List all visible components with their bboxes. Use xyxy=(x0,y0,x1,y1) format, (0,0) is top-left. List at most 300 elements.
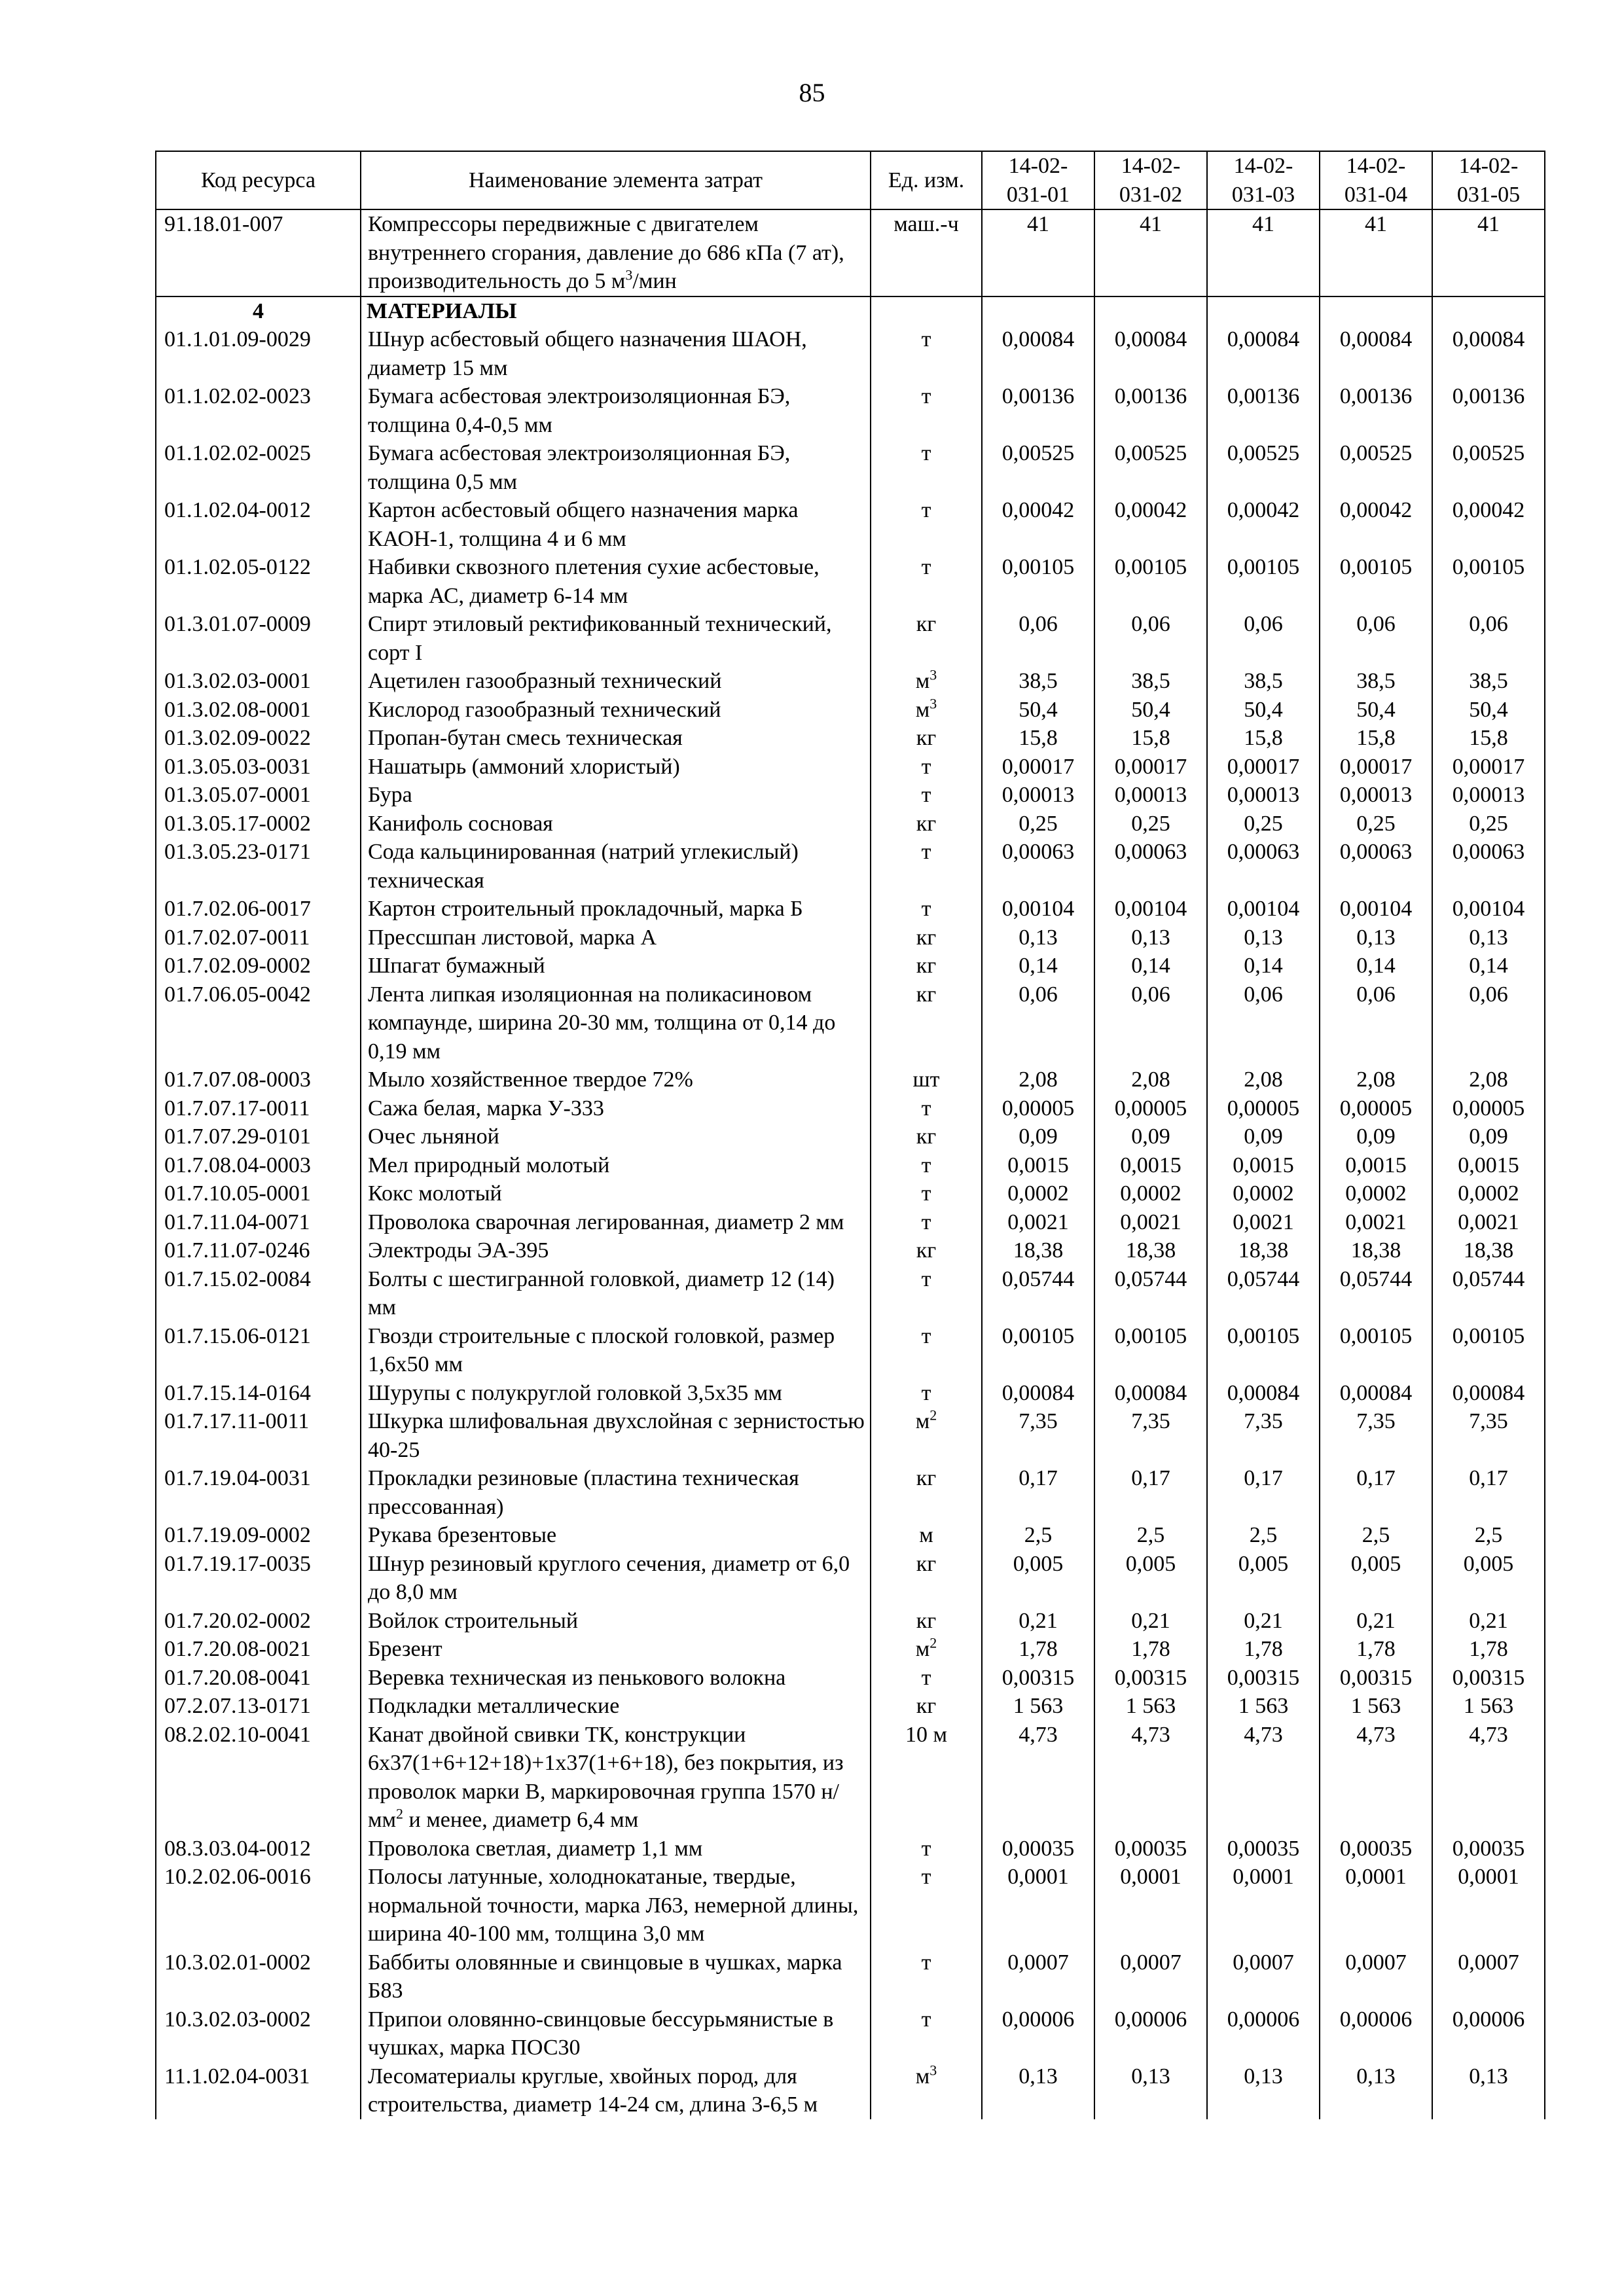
row-value: 4,73 xyxy=(1094,1721,1207,1835)
row-value: 0,06 xyxy=(982,610,1094,667)
row-unit: т xyxy=(871,1322,982,1379)
row-value: 41 xyxy=(1094,209,1207,296)
row-value: 0,0001 xyxy=(1320,1863,1432,1948)
row-value: 2,5 xyxy=(1207,1521,1320,1550)
row-value: 0,00005 xyxy=(982,1094,1094,1123)
row-value: 0,0002 xyxy=(1320,1179,1432,1208)
row-value: 0,00315 xyxy=(982,1664,1094,1693)
row-name: Болты с шестигранной головкой, диаметр 12 (14) мм xyxy=(361,1265,871,1322)
row-value: 1 563 xyxy=(1094,1692,1207,1721)
row-value: 0,00315 xyxy=(1320,1664,1432,1693)
row-code: 01.1.02.04-0012 xyxy=(156,496,361,553)
row-value: 0,00084 xyxy=(1432,1379,1545,1408)
row-name: Шпагат бумажный xyxy=(361,952,871,980)
row-value: 2,08 xyxy=(1094,1066,1207,1094)
row-value: 0,00315 xyxy=(1207,1664,1320,1693)
row-code: 01.1.02.05-0122 xyxy=(156,553,361,610)
row-value: 0,005 xyxy=(982,1550,1094,1607)
row-value: 18,38 xyxy=(1432,1236,1545,1265)
row-value: 0,17 xyxy=(1432,1464,1545,1521)
table-row xyxy=(156,1236,1545,1265)
row-name: Шнур асбестовый общего назначения ШАОН, диаметр 15 мм xyxy=(361,325,871,382)
row-unit: $м^3$ xyxy=(871,2062,982,2119)
row-value: 0,00006 xyxy=(1432,2005,1545,2062)
row-value: 2,08 xyxy=(982,1066,1094,1094)
row-value: 0,00104 xyxy=(1207,895,1320,924)
row-code: 01.3.05.23-0171 xyxy=(156,838,361,895)
row-name: Сода кальцинированная (натрий углекислый) техническая xyxy=(361,838,871,895)
row-unit: т xyxy=(871,553,982,610)
row-value: 1 563 xyxy=(1320,1692,1432,1721)
row-code: 10.3.02.03-0002 xyxy=(156,2005,361,2062)
row-value: 0,13 xyxy=(1207,924,1320,952)
row-value: 0,13 xyxy=(1207,2062,1320,2119)
row-value: 0,25 xyxy=(1207,810,1320,838)
row-name: Веревка техническая из пенькового волокна xyxy=(361,1664,871,1693)
row-value: 0,00005 xyxy=(1320,1094,1432,1123)
row-value: 4,73 xyxy=(1207,1721,1320,1835)
table-row xyxy=(156,753,1545,781)
row-code: 01.3.02.09-0022 xyxy=(156,724,361,753)
row-value: 0,00105 xyxy=(982,553,1094,610)
row-value: 0,00105 xyxy=(1320,1322,1432,1379)
row-value: 0,13 xyxy=(1432,2062,1545,2119)
table-row xyxy=(156,1721,1545,1835)
table-row xyxy=(156,610,1545,667)
row-value: 0,00005 xyxy=(1207,1094,1320,1123)
row-value: 0,14 xyxy=(1207,952,1320,980)
table-row xyxy=(156,781,1545,810)
row-value: 0,05744 xyxy=(1320,1265,1432,1322)
row-code: 10.2.02.06-0016 xyxy=(156,1863,361,1948)
row-value: 7,35 xyxy=(1320,1407,1432,1464)
row-name: Прокладки резиновые (пластина техническая прессованная) xyxy=(361,1464,871,1521)
row-value: 0,00105 xyxy=(1094,553,1207,610)
row-value: 0,13 xyxy=(1432,924,1545,952)
row-value: 50,4 xyxy=(1432,696,1545,725)
table-row xyxy=(156,1635,1545,1664)
table-row xyxy=(156,2005,1545,2062)
row-value: 0,0007 xyxy=(982,1948,1094,2005)
row-value: 0,06 xyxy=(1320,610,1432,667)
table-row xyxy=(156,1066,1545,1094)
row-value: 0,00035 xyxy=(1320,1835,1432,1863)
row-value: 0,17 xyxy=(982,1464,1094,1521)
row-name: Сажа белая, марка У-333 xyxy=(361,1094,871,1123)
row-value: 0,05744 xyxy=(1432,1265,1545,1322)
row-value: 38,5 xyxy=(1320,667,1432,696)
header-code: Код ресурса xyxy=(156,151,361,209)
header-name: Наименование элемента затрат xyxy=(361,151,871,209)
row-unit: кг xyxy=(871,1122,982,1151)
row-unit: т xyxy=(871,781,982,810)
row-value: 0,17 xyxy=(1320,1464,1432,1521)
row-value: 0,00104 xyxy=(1432,895,1545,924)
row-code: 01.3.05.07-0001 xyxy=(156,781,361,810)
table-row xyxy=(156,696,1545,725)
row-code: 01.7.19.09-0002 xyxy=(156,1521,361,1550)
row-code: 01.3.02.08-0001 xyxy=(156,696,361,725)
row-value: 0,0015 xyxy=(982,1151,1094,1180)
row-name: Мыло хозяйственное твердое 72% xyxy=(361,1066,871,1094)
row-value: 0,00013 xyxy=(982,781,1094,810)
row-name: Полосы латунные, холоднокатаные, твердые, нормальной точности, марка Л63, немерной длины, ширина 40-100 мм, толщина 3,0 мм xyxy=(361,1863,871,1948)
row-value: 0,14 xyxy=(1320,952,1432,980)
header-col-4: 14-02- 031-04 xyxy=(1320,151,1432,209)
row-name: Спирт этиловый ректификованный технический, сорт I xyxy=(361,610,871,667)
table-row xyxy=(156,980,1545,1066)
row-name: Кокс молотый xyxy=(361,1179,871,1208)
row-value: 0,00084 xyxy=(1320,325,1432,382)
row-name: Баббиты оловянные и свинцовые в чушках, марка Б83 xyxy=(361,1948,871,2005)
row-value: 0,00042 xyxy=(1432,496,1545,553)
row-value: 0,00017 xyxy=(1094,753,1207,781)
row-value: 50,4 xyxy=(1094,696,1207,725)
row-value: 7,35 xyxy=(1432,1407,1545,1464)
row-value: 0,0021 xyxy=(1094,1208,1207,1237)
table-row xyxy=(156,838,1545,895)
row-code: 01.3.01.07-0009 xyxy=(156,610,361,667)
row-value: 0,00104 xyxy=(982,895,1094,924)
table-row xyxy=(156,1550,1545,1607)
table-row xyxy=(156,924,1545,952)
row-value: 50,4 xyxy=(1320,696,1432,725)
row-value: 0,00035 xyxy=(1207,1835,1320,1863)
row-value: 0,17 xyxy=(1094,1464,1207,1521)
row-unit: т xyxy=(871,1664,982,1693)
row-value: 0,0002 xyxy=(982,1179,1094,1208)
row-value: 0,00006 xyxy=(1094,2005,1207,2062)
table-row xyxy=(156,1521,1545,1550)
row-value: 0,00525 xyxy=(1094,439,1207,496)
row-value: 0,00017 xyxy=(1207,753,1320,781)
row-code: 10.3.02.01-0002 xyxy=(156,1948,361,2005)
row-value: 41 xyxy=(982,209,1094,296)
row-value: 0,00013 xyxy=(1094,781,1207,810)
row-value: 0,21 xyxy=(1432,1607,1545,1636)
row-name: Бумага асбестовая электроизоляционная БЭ, толщина 0,4-0,5 мм xyxy=(361,382,871,439)
row-value: 0,06 xyxy=(1320,980,1432,1066)
row-value: 0,005 xyxy=(1207,1550,1320,1607)
row-value: 0,05744 xyxy=(1207,1265,1320,1322)
table-row xyxy=(156,553,1545,610)
row-unit: т xyxy=(871,1948,982,2005)
row-name: Гвозди строительные с плоской головкой, размер 1,6х50 мм xyxy=(361,1322,871,1379)
page-number: 85 xyxy=(799,78,825,107)
table-row xyxy=(156,1322,1545,1379)
row-unit: т xyxy=(871,895,982,924)
row-value: 38,5 xyxy=(982,667,1094,696)
row-value: 2,5 xyxy=(982,1521,1094,1550)
table-row xyxy=(156,895,1545,924)
row-value: 0,06 xyxy=(1094,980,1207,1066)
table-row xyxy=(156,1208,1545,1237)
row-unit: маш.-ч xyxy=(871,209,982,296)
table-row xyxy=(156,952,1545,980)
row-code: 08.3.03.04-0012 xyxy=(156,1835,361,1863)
row-code: 01.7.19.04-0031 xyxy=(156,1464,361,1521)
table-row xyxy=(156,1835,1545,1863)
row-value: 2,08 xyxy=(1320,1066,1432,1094)
row-value: 0,00063 xyxy=(1207,838,1320,895)
row-value: 0,09 xyxy=(1207,1122,1320,1151)
row-value: 0,00525 xyxy=(1207,439,1320,496)
row-unit: т xyxy=(871,1094,982,1123)
row-value: 0,05744 xyxy=(982,1265,1094,1322)
row-code: 01.7.06.05-0042 xyxy=(156,980,361,1066)
row-value: 0,00136 xyxy=(1432,382,1545,439)
row-value: 18,38 xyxy=(1207,1236,1320,1265)
row-value: 0,005 xyxy=(1320,1550,1432,1607)
table-row xyxy=(156,2062,1545,2119)
row-value: 0,21 xyxy=(1207,1607,1320,1636)
row-unit: т xyxy=(871,1151,982,1180)
row-value: 0,00315 xyxy=(1432,1664,1545,1693)
row-value: 0,005 xyxy=(1094,1550,1207,1607)
row-value: 0,00084 xyxy=(1320,1379,1432,1408)
row-code: 01.1.02.02-0025 xyxy=(156,439,361,496)
row-unit: $м^3$ xyxy=(871,667,982,696)
row-value: 0,00105 xyxy=(1207,1322,1320,1379)
table-row xyxy=(156,1664,1545,1693)
row-value: 0,25 xyxy=(982,810,1094,838)
row-unit: т xyxy=(871,753,982,781)
row-value: 15,8 xyxy=(982,724,1094,753)
header-col-5: 14-02- 031-05 xyxy=(1432,151,1545,209)
row-value: 18,38 xyxy=(1320,1236,1432,1265)
row-value: 0,00013 xyxy=(1432,781,1545,810)
header-col-3: 14-02- 031-03 xyxy=(1207,151,1320,209)
row-unit: кг xyxy=(871,724,982,753)
row-value: 0,0007 xyxy=(1320,1948,1432,2005)
row-code: 07.2.07.13-0171 xyxy=(156,1692,361,1721)
row-value: 0,21 xyxy=(1320,1607,1432,1636)
row-name: Лесоматериалы круглые, хвойных пород, для строительства, диаметр 14-24 см, длина 3-6,5 м xyxy=(361,2062,871,2119)
row-value: 0,06 xyxy=(1432,980,1545,1066)
row-value: 0,09 xyxy=(982,1122,1094,1151)
table-row xyxy=(156,439,1545,496)
row-value: 0,00104 xyxy=(1094,895,1207,924)
row-value: 0,00525 xyxy=(982,439,1094,496)
row-value: 0,0015 xyxy=(1207,1151,1320,1180)
header-col-1: 14-02- 031-01 xyxy=(982,151,1094,209)
row-value: 2,5 xyxy=(1432,1521,1545,1550)
row-value: 0,00105 xyxy=(982,1322,1094,1379)
row-value: 0,0021 xyxy=(1432,1208,1545,1237)
row-value: 0,25 xyxy=(1094,810,1207,838)
row-value: 1,78 xyxy=(982,1635,1094,1664)
machine-row xyxy=(156,209,1545,296)
row-value: 0,00042 xyxy=(1320,496,1432,553)
row-name: Нашатырь (аммоний хлористый) xyxy=(361,753,871,781)
row-value: 0,0015 xyxy=(1432,1151,1545,1180)
row-value: 0,00136 xyxy=(982,382,1094,439)
row-value: 0,0021 xyxy=(1207,1208,1320,1237)
row-unit: кг xyxy=(871,980,982,1066)
row-value: 0,00006 xyxy=(1207,2005,1320,2062)
table-row xyxy=(156,496,1545,553)
row-value: 0,06 xyxy=(1207,980,1320,1066)
row-value: 38,5 xyxy=(1094,667,1207,696)
row-value: 0,00105 xyxy=(1094,1322,1207,1379)
row-value: 0,00104 xyxy=(1320,895,1432,924)
row-value: 0,0021 xyxy=(1320,1208,1432,1237)
row-value: 0,0007 xyxy=(1207,1948,1320,2005)
table-row xyxy=(156,382,1545,439)
row-code: 01.7.20.08-0021 xyxy=(156,1635,361,1664)
row-unit: кг xyxy=(871,952,982,980)
row-code: 01.3.05.17-0002 xyxy=(156,810,361,838)
row-value: 2,08 xyxy=(1207,1066,1320,1094)
row-name: Ацетилен газообразный технический xyxy=(361,667,871,696)
row-value: 0,00105 xyxy=(1207,553,1320,610)
row-code: 01.3.02.03-0001 xyxy=(156,667,361,696)
row-value: 1 563 xyxy=(1432,1692,1545,1721)
row-value: 1,78 xyxy=(1094,1635,1207,1664)
row-value: 4,73 xyxy=(982,1721,1094,1835)
row-value: 0,0001 xyxy=(1094,1863,1207,1948)
row-code: 01.7.15.06-0121 xyxy=(156,1322,361,1379)
row-name: Канат двойной свивки ТК, конструкции 6х37(1+6+12+18)+1х37(1+6+18), без покрытия, из проволок марки В, маркировочная группа 1570 $н/мм^2$ и менее, диаметр 6,4 мм xyxy=(361,1721,871,1835)
row-unit: $м^2$ xyxy=(871,1635,982,1664)
row-value: 4,73 xyxy=(1432,1721,1545,1835)
table-row xyxy=(156,1692,1545,1721)
row-value: 0,00042 xyxy=(982,496,1094,553)
row-value: 0,005 xyxy=(1432,1550,1545,1607)
row-code: 01.1.01.09-0029 xyxy=(156,325,361,382)
table-row xyxy=(156,1179,1545,1208)
row-value: 15,8 xyxy=(1320,724,1432,753)
row-code: 01.3.05.03-0031 xyxy=(156,753,361,781)
row-value: 0,00084 xyxy=(1207,1379,1320,1408)
table-row xyxy=(156,1094,1545,1123)
row-name: Мел природный молотый xyxy=(361,1151,871,1180)
row-code: 01.7.15.02-0084 xyxy=(156,1265,361,1322)
section-row xyxy=(156,296,1545,326)
row-code: 01.7.15.14-0164 xyxy=(156,1379,361,1408)
row-value: 0,00105 xyxy=(1432,1322,1545,1379)
table-row xyxy=(156,1407,1545,1464)
row-value: 2,08 xyxy=(1432,1066,1545,1094)
row-name: Подкладки металлические xyxy=(361,1692,871,1721)
row-value: 0,06 xyxy=(1432,610,1545,667)
row-value: 0,00013 xyxy=(1320,781,1432,810)
row-value: 0,13 xyxy=(982,2062,1094,2119)
row-unit: кг xyxy=(871,1692,982,1721)
row-value: 0,0007 xyxy=(1094,1948,1207,2005)
row-value: 1,78 xyxy=(1207,1635,1320,1664)
row-unit: т xyxy=(871,439,982,496)
row-value: 0,0001 xyxy=(982,1863,1094,1948)
resource-cost-table xyxy=(155,151,1545,2119)
table-row xyxy=(156,1607,1545,1636)
row-value: 0,09 xyxy=(1094,1122,1207,1151)
row-value: 15,8 xyxy=(1432,724,1545,753)
row-code: 91.18.01-007 xyxy=(156,209,361,296)
row-value: 0,00006 xyxy=(982,2005,1094,2062)
row-value: 2,5 xyxy=(1094,1521,1207,1550)
row-value: 15,8 xyxy=(1094,724,1207,753)
row-value: 4,73 xyxy=(1320,1721,1432,1835)
row-unit: кг xyxy=(871,924,982,952)
row-unit: м xyxy=(871,1521,982,1550)
table-row xyxy=(156,1379,1545,1408)
row-value: 0,06 xyxy=(982,980,1094,1066)
row-code: 01.7.02.09-0002 xyxy=(156,952,361,980)
row-value: 0,0015 xyxy=(1320,1151,1432,1180)
table-row xyxy=(156,1151,1545,1180)
row-unit: т xyxy=(871,1863,982,1948)
row-unit: кг xyxy=(871,1607,982,1636)
row-value: 0,13 xyxy=(1320,2062,1432,2119)
row-value: 0,00063 xyxy=(982,838,1094,895)
row-value: 0,0001 xyxy=(1207,1863,1320,1948)
row-value: 0,09 xyxy=(1432,1122,1545,1151)
row-value: 0,21 xyxy=(1094,1607,1207,1636)
row-value: 0,00084 xyxy=(1207,325,1320,382)
row-value: 0,00042 xyxy=(1094,496,1207,553)
row-value: 0,00136 xyxy=(1207,382,1320,439)
row-name: Очес льняной xyxy=(361,1122,871,1151)
row-code: 01.7.08.04-0003 xyxy=(156,1151,361,1180)
row-value: 0,00084 xyxy=(1094,1379,1207,1408)
row-value: 41 xyxy=(1320,209,1432,296)
row-value: 0,0002 xyxy=(1432,1179,1545,1208)
row-value: 18,38 xyxy=(982,1236,1094,1265)
table-row xyxy=(156,1464,1545,1521)
row-value: 18,38 xyxy=(1094,1236,1207,1265)
row-code: 01.7.20.08-0041 xyxy=(156,1664,361,1693)
row-value: 0,14 xyxy=(982,952,1094,980)
row-value: 0,13 xyxy=(1094,924,1207,952)
row-value: 0,00042 xyxy=(1207,496,1320,553)
row-unit: т xyxy=(871,1265,982,1322)
row-value: 0,17 xyxy=(1207,1464,1320,1521)
row-name: Шурупы с полукруглой головкой 3,5х35 мм xyxy=(361,1379,871,1408)
row-code: 01.7.10.05-0001 xyxy=(156,1179,361,1208)
row-value: 38,5 xyxy=(1207,667,1320,696)
row-value: 50,4 xyxy=(1207,696,1320,725)
row-value: 0,13 xyxy=(982,924,1094,952)
row-name: Проволока светлая, диаметр 1,1 мм xyxy=(361,1835,871,1863)
row-code: 08.2.02.10-0041 xyxy=(156,1721,361,1835)
row-value: 38,5 xyxy=(1432,667,1545,696)
row-name: Бумага асбестовая электроизоляционная БЭ, толщина 0,5 мм xyxy=(361,439,871,496)
row-value: 0,0001 xyxy=(1432,1863,1545,1948)
row-name: Картон асбестовый общего назначения марка КАОН-1, толщина 4 и 6 мм xyxy=(361,496,871,553)
row-name: Кислород газообразный технический xyxy=(361,696,871,725)
row-unit: т xyxy=(871,325,982,382)
row-value: 0,06 xyxy=(1094,610,1207,667)
table-row xyxy=(156,1265,1545,1322)
table-row xyxy=(156,1863,1545,1948)
row-unit: $м^3$ xyxy=(871,696,982,725)
row-value: 7,35 xyxy=(1094,1407,1207,1464)
row-value: 50,4 xyxy=(982,696,1094,725)
row-value: 0,00315 xyxy=(1094,1664,1207,1693)
row-name: Проволока сварочная легированная, диаметр 2 мм xyxy=(361,1208,871,1237)
row-value: 0,00063 xyxy=(1432,838,1545,895)
row-name: Набивки сквозного плетения сухие асбестовые, марка АС, диаметр 6-14 мм xyxy=(361,553,871,610)
row-unit: $м^2$ xyxy=(871,1407,982,1464)
table-row xyxy=(156,325,1545,382)
row-value: 0,00105 xyxy=(1432,553,1545,610)
row-value: 0,00005 xyxy=(1432,1094,1545,1123)
row-value: 7,35 xyxy=(982,1407,1094,1464)
row-code: 01.7.07.17-0011 xyxy=(156,1094,361,1123)
row-unit: шт xyxy=(871,1066,982,1094)
row-value: 0,13 xyxy=(1320,924,1432,952)
